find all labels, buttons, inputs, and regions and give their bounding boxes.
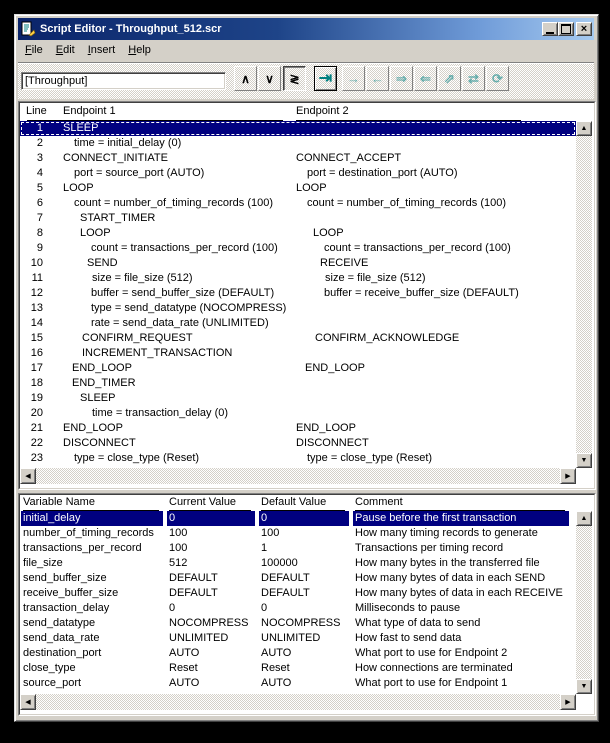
endpoint1-cell: count = number_of_timing_records (100) (74, 197, 274, 209)
cell-current: NOCOMPRESS (169, 617, 249, 629)
cell-default: AUTO (261, 647, 292, 659)
script-row[interactable] (20, 166, 576, 181)
scrollbar-track[interactable] (36, 468, 560, 484)
cell-name: send_buffer_size (23, 572, 107, 584)
app-window (14, 14, 599, 722)
arrow-right-icon: ⇒ (396, 71, 407, 86)
endpoint2-cell: count = transactions_per_record (100) (324, 242, 511, 254)
line-number: 4 (36, 167, 43, 179)
column-header-endpoint1: Endpoint 1 (63, 105, 116, 117)
column-header-endpoint2: Endpoint 2 (296, 105, 349, 117)
title-bar[interactable] (18, 18, 594, 40)
cell-current: 100 (169, 527, 188, 539)
scroll-up-icon: ▲ (580, 125, 588, 132)
script-row[interactable] (20, 256, 576, 271)
script-row[interactable] (20, 181, 576, 196)
table-row[interactable] (20, 601, 576, 616)
cell-comment: Milliseconds to pause (355, 602, 461, 614)
endpoint2-cell: END_LOOP (296, 422, 356, 434)
line-number: 12 (30, 287, 43, 299)
arrow-into-bar-button[interactable] (314, 66, 337, 91)
table-row[interactable] (20, 646, 576, 661)
script-row[interactable] (20, 376, 576, 391)
close-button[interactable] (576, 22, 592, 36)
cell-current: DEFAULT (169, 587, 218, 599)
line-number: 7 (36, 212, 43, 224)
script-row[interactable] (20, 451, 576, 466)
app-icon (20, 21, 36, 37)
arrow-right-button[interactable] (390, 66, 413, 91)
cell-comment: How many bytes of data in each SEND (355, 572, 546, 584)
compare-button[interactable] (283, 66, 306, 91)
cell-current: AUTO (169, 647, 200, 659)
script-row[interactable] (20, 151, 576, 166)
endpoint1-cell: port = source_port (AUTO) (74, 167, 205, 179)
table-row[interactable] (20, 571, 576, 586)
endpoint2-cell: RECEIVE (320, 257, 369, 269)
cell-name: file_size (23, 557, 63, 569)
scroll-down-button[interactable] (576, 679, 592, 694)
endpoint1-cell: INCREMENT_TRANSACTION (82, 347, 233, 359)
line-number: 14 (30, 317, 43, 329)
script-row[interactable] (20, 286, 576, 301)
menu-file[interactable]: File (25, 44, 43, 56)
cell-name: receive_buffer_size (23, 587, 119, 599)
scroll-left-icon: ◀ (25, 699, 31, 706)
cell-default: 100000 (261, 557, 298, 569)
script-row[interactable] (20, 436, 576, 451)
script-name-input[interactable] (21, 72, 226, 90)
endpoint1-cell: count = transactions_per_record (100) (91, 242, 278, 254)
cell-current: 512 (169, 557, 188, 569)
scroll-down-icon: ▼ (580, 683, 588, 690)
cell-current: 100 (169, 542, 188, 554)
cell-default: 100 (261, 527, 280, 539)
script-pane (18, 101, 596, 490)
cell-comment: Transactions per timing record (355, 542, 504, 554)
cell-name: destination_port (23, 647, 102, 659)
line-number: 18 (30, 377, 43, 389)
arrow-up-right-button[interactable] (438, 66, 461, 91)
line-number: 16 (30, 347, 43, 359)
line-number: 9 (36, 242, 43, 254)
cell-comment: How many bytes of data in each RECEIVE (355, 587, 563, 599)
line-number: 19 (30, 392, 43, 404)
menu-insert[interactable]: Insert (87, 44, 116, 56)
line-number: 17 (30, 362, 43, 374)
arrows-swap-button[interactable] (462, 66, 485, 91)
scrollbar-track[interactable] (576, 526, 592, 679)
script-row[interactable] (20, 196, 576, 211)
scroll-right-icon: ▶ (565, 473, 571, 480)
endpoint1-cell: LOOP (63, 182, 94, 194)
cell-comment: How many bytes in the transferred file (355, 557, 540, 569)
line-number: 5 (36, 182, 43, 194)
cell-name: close_type (23, 662, 76, 674)
endpoint2-cell: LOOP (296, 182, 327, 194)
endpoint2-cell: size = file_size (512) (325, 272, 426, 284)
endpoint1-cell: END_LOOP (72, 362, 132, 374)
script-row[interactable] (20, 136, 576, 151)
script-row[interactable] (20, 391, 576, 406)
variables-pane-inner (19, 494, 595, 715)
cell-name: transactions_per_record (23, 542, 142, 554)
scroll-left-icon: ◀ (25, 473, 31, 480)
script-row[interactable] (20, 316, 576, 331)
cell-comment: How connections are terminated (355, 662, 513, 674)
endpoint1-cell: time = initial_delay (0) (74, 137, 182, 149)
toolbar (18, 62, 594, 99)
cell-name: initial_delay (21, 511, 163, 526)
line-number: 1 (36, 122, 43, 134)
cell-default: 1 (261, 542, 268, 554)
cell-default: 0 (261, 602, 268, 614)
script-row[interactable] (20, 346, 576, 361)
cell-comment: What type of data to send (355, 617, 481, 629)
cell-current: Reset (169, 662, 198, 674)
menu-help[interactable]: Help (128, 44, 151, 56)
table-row[interactable] (20, 526, 576, 541)
arrow-left-icon: ⇐ (420, 71, 431, 86)
script-row[interactable] (20, 211, 576, 226)
endpoint1-cell: END_LOOP (63, 422, 123, 434)
cell-current: UNLIMITED (169, 632, 229, 644)
script-horizontal-scrollbar (20, 468, 576, 484)
endpoint2-cell: type = close_type (Reset) (307, 452, 433, 464)
minimize-icon (546, 32, 554, 34)
script-row[interactable] (20, 421, 576, 436)
cell-default: 0 (259, 511, 349, 526)
line-number: 23 (30, 452, 43, 464)
compare-icon: ≷ (289, 71, 300, 86)
column-header-line: Line (26, 105, 47, 117)
scroll-right-button[interactable] (560, 694, 576, 710)
minimize-button[interactable] (542, 22, 558, 36)
table-row[interactable] (20, 616, 576, 631)
menu-edit[interactable]: Edit (55, 44, 75, 56)
endpoint1-cell: CONNECT_INITIATE (63, 152, 168, 164)
scroll-right-icon: ▶ (565, 699, 571, 706)
endpoint1-cell: buffer = send_buffer_size (DEFAULT) (91, 287, 275, 299)
variables-horizontal-scrollbar (20, 694, 576, 710)
table-row[interactable] (20, 676, 576, 691)
cell-default: DEFAULT (261, 572, 310, 584)
column-header-variable-name: Variable Name (23, 496, 95, 508)
cell-comment: What port to use for Endpoint 2 (355, 647, 508, 659)
endpoint1-cell: time = transaction_delay (0) (92, 407, 229, 419)
column-header-comment: Comment (355, 496, 403, 508)
endpoint2-cell: DISCONNECT (296, 437, 369, 449)
chevron-up-icon: ∧ (241, 71, 250, 86)
cell-name: send_data_rate (23, 632, 100, 644)
line-number: 20 (30, 407, 43, 419)
line-number: 15 (30, 332, 43, 344)
endpoint1-cell: SLEEP (63, 122, 99, 134)
cell-default: UNLIMITED (261, 632, 321, 644)
arrow-left-button[interactable] (414, 66, 437, 91)
arrow-into-bar-icon: ⇥ (318, 69, 333, 87)
cell-current: 0 (169, 602, 176, 614)
script-row[interactable] (20, 241, 576, 256)
menu-bar (18, 41, 594, 60)
line-number: 6 (36, 197, 43, 209)
endpoint2-cell: count = number_of_timing_records (100) (307, 197, 507, 209)
arrow-up-right-icon: ⇗ (444, 71, 455, 86)
cell-default: Reset (261, 662, 290, 674)
endpoint2-cell: port = destination_port (AUTO) (307, 167, 458, 179)
endpoint2-cell: CONNECT_ACCEPT (296, 152, 402, 164)
maximize-icon (561, 24, 571, 34)
arrow-right-small-button[interactable] (342, 66, 365, 91)
line-number: 21 (30, 422, 43, 434)
chevron-up-button[interactable] (234, 66, 257, 91)
script-row[interactable] (20, 226, 576, 241)
maximize-button[interactable] (558, 22, 574, 36)
close-icon: × (580, 23, 588, 35)
table-row[interactable] (20, 556, 576, 571)
script-vertical-scrollbar (576, 121, 592, 468)
column-header-current-value: Current Value (169, 496, 237, 508)
script-row[interactable] (20, 301, 576, 316)
scroll-up-icon: ▲ (580, 515, 588, 522)
table-row[interactable] (20, 661, 576, 676)
endpoint2-cell: buffer = receive_buffer_size (DEFAULT) (324, 287, 519, 299)
cell-default: AUTO (261, 677, 292, 689)
chevron-down-button[interactable] (258, 66, 281, 91)
window-title: Script Editor - Throughput_512.scr (40, 23, 222, 35)
line-number: 11 (31, 272, 43, 284)
scroll-up-button[interactable] (576, 511, 592, 526)
script-row[interactable] (20, 406, 576, 421)
script-pane-inner (19, 102, 595, 489)
line-number: 8 (36, 227, 43, 239)
cell-default: DEFAULT (261, 587, 310, 599)
endpoint1-cell: SLEEP (80, 392, 116, 404)
variables-pane (18, 493, 596, 716)
cell-name: transaction_delay (23, 602, 110, 614)
cell-default: NOCOMPRESS (261, 617, 341, 629)
endpoint2-cell: END_LOOP (305, 362, 365, 374)
chevron-down-icon: ∨ (265, 71, 274, 86)
table-row[interactable] (20, 541, 576, 556)
loop-icon: ⟳ (492, 71, 503, 86)
cell-comment: How many timing records to generate (355, 527, 538, 539)
line-number: 3 (36, 152, 43, 164)
arrow-left-small-icon: ← (371, 71, 384, 86)
cell-name: source_port (23, 677, 82, 689)
scroll-down-icon: ▼ (580, 457, 588, 464)
endpoint1-cell: rate = send_data_rate (UNLIMITED) (91, 317, 269, 329)
endpoint1-cell: size = file_size (512) (92, 272, 193, 284)
endpoint1-cell: END_TIMER (72, 377, 136, 389)
table-row[interactable] (20, 586, 576, 601)
endpoint1-cell: type = send_datatype (NOCOMPRESS) (91, 302, 287, 314)
endpoint1-cell: SEND (87, 257, 118, 269)
endpoint2-cell: LOOP (313, 227, 344, 239)
script-row[interactable] (20, 361, 576, 376)
scroll-down-button[interactable] (576, 453, 592, 468)
variables-vertical-scrollbar (576, 511, 592, 694)
line-number: 2 (36, 137, 43, 149)
line-number: 10 (30, 257, 43, 269)
script-row[interactable] (20, 271, 576, 286)
scroll-right-button[interactable] (560, 468, 576, 484)
endpoint1-cell: CONFIRM_REQUEST (82, 332, 193, 344)
endpoint1-cell: START_TIMER (80, 212, 156, 224)
scroll-left-button[interactable] (20, 468, 36, 484)
script-row[interactable] (20, 121, 576, 136)
loop-button[interactable] (486, 66, 509, 91)
cell-current: AUTO (169, 677, 200, 689)
endpoint2-cell: CONFIRM_ACKNOWLEDGE (315, 332, 460, 344)
cell-comment: What port to use for Endpoint 1 (355, 677, 508, 689)
window-controls (542, 22, 592, 36)
scrollbar-track[interactable] (36, 694, 560, 710)
scroll-up-button[interactable] (576, 121, 592, 136)
cell-name: number_of_timing_records (23, 527, 154, 539)
cell-name: send_datatype (23, 617, 96, 629)
script-row[interactable] (20, 331, 576, 346)
endpoint1-cell: LOOP (80, 227, 111, 239)
cell-comment: Pause before the first transaction (353, 511, 569, 526)
line-number: 13 (30, 302, 43, 314)
scrollbar-track[interactable] (576, 136, 592, 453)
arrow-right-small-icon: → (347, 71, 360, 86)
endpoint1-cell: DISCONNECT (63, 437, 136, 449)
column-header-default-value: Default Value (261, 496, 327, 508)
cell-current: 0 (167, 511, 255, 526)
line-number: 22 (30, 437, 43, 449)
cell-comment: How fast to send data (355, 632, 462, 644)
endpoint1-cell: type = close_type (Reset) (74, 452, 200, 464)
scroll-left-button[interactable] (20, 694, 36, 710)
table-row[interactable] (20, 631, 576, 646)
arrow-left-small-button[interactable] (366, 66, 389, 91)
arrows-swap-icon: ⇄ (468, 71, 479, 86)
cell-current: DEFAULT (169, 572, 218, 584)
table-row[interactable] (20, 511, 576, 526)
